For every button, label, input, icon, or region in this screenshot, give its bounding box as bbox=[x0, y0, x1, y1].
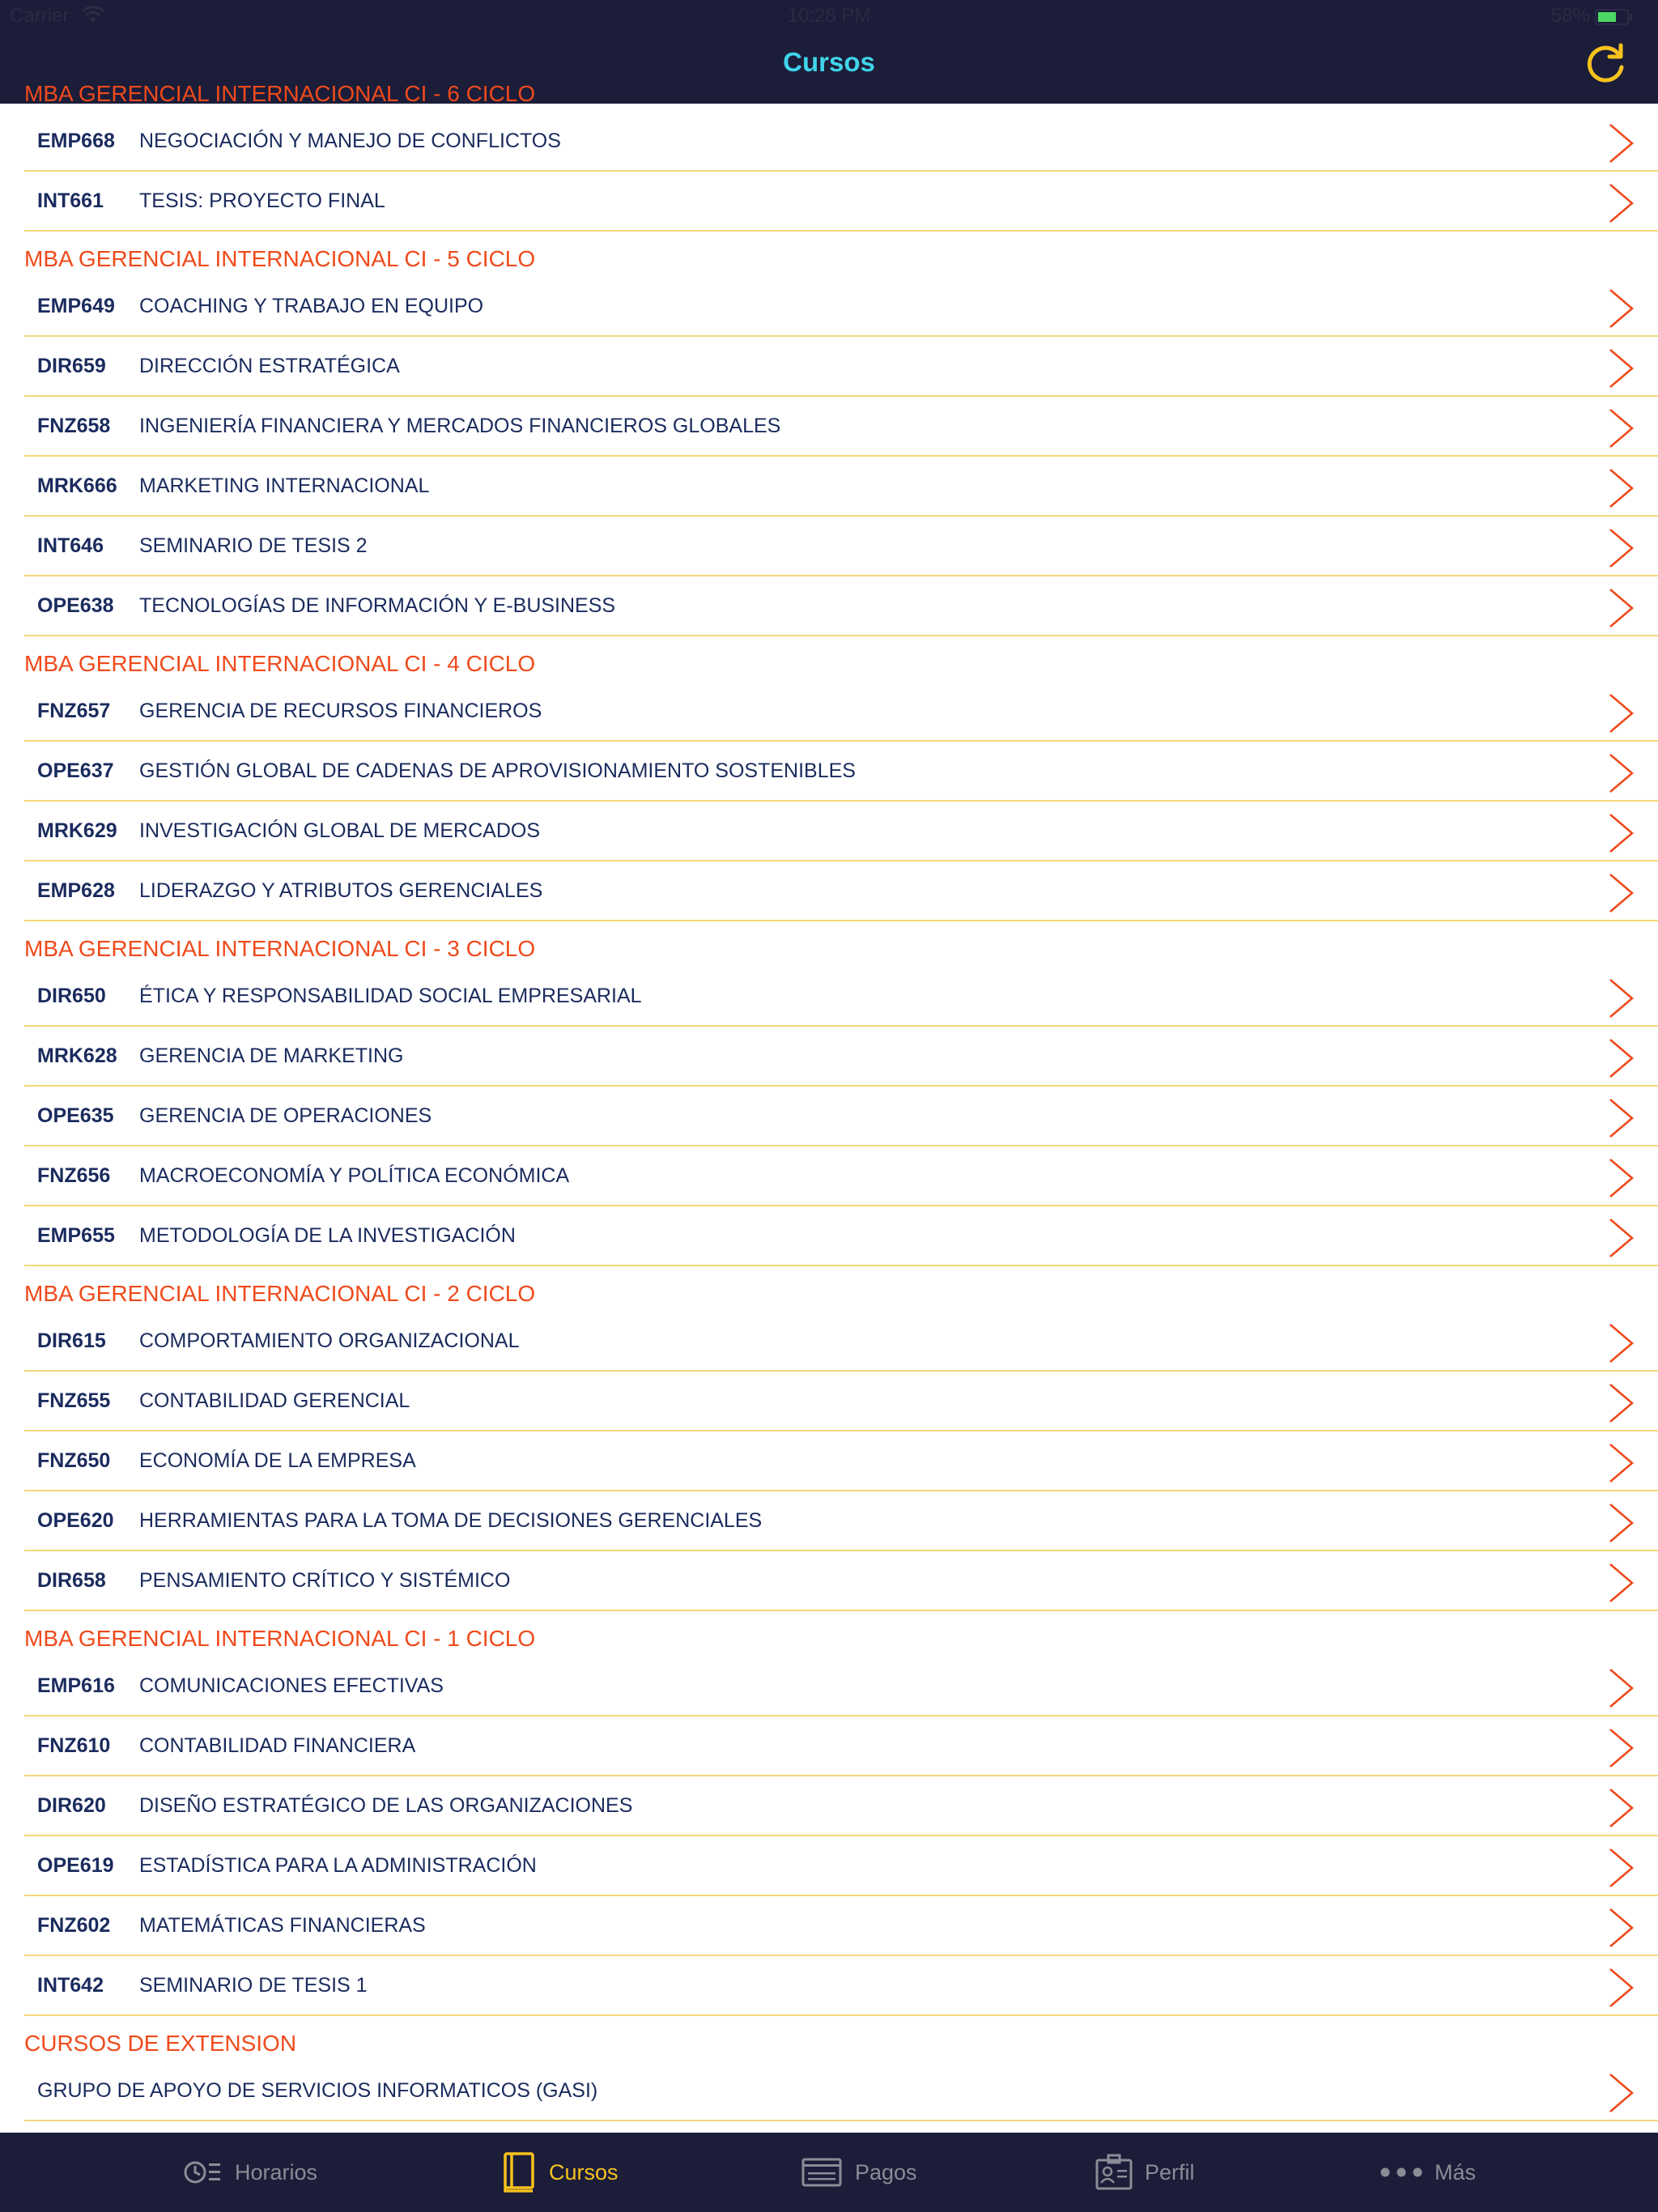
course-name: LIDERAZGO Y ATRIBUTOS GERENCIALES bbox=[139, 879, 543, 902]
chevron-right-icon bbox=[1608, 408, 1635, 449]
chevron-right-icon bbox=[1608, 1218, 1635, 1258]
tab-perfil[interactable] bbox=[1095, 2133, 1195, 2212]
course-name: COACHING Y TRABAJO EN EQUIPO bbox=[139, 295, 484, 317]
course-code: OPE620 bbox=[37, 1509, 114, 1532]
section-header: MBA GERENCIAL INTERNACIONAL CI - 4 CICLO bbox=[24, 651, 536, 676]
tab-label: Pagos bbox=[855, 2159, 917, 2184]
chevron-right-icon bbox=[1608, 468, 1635, 508]
section-header: CURSOS DE EXTENSION bbox=[24, 2031, 297, 2056]
course-name: GRUPO DE APOYO DE SERVICIOS INFORMATICOS (GASI) bbox=[37, 2079, 598, 2102]
tab-horarios[interactable] bbox=[183, 2133, 317, 2212]
course-name: NEGOCIACIÓN Y MANEJO DE CONFLICTOS bbox=[139, 130, 561, 152]
course-row[interactable] bbox=[24, 1146, 1658, 1206]
chevron-right-icon bbox=[1608, 1967, 1635, 2008]
receipt-icon bbox=[801, 2156, 844, 2189]
chevron-right-icon bbox=[1608, 1098, 1635, 1138]
course-row[interactable] bbox=[24, 1716, 1658, 1776]
course-name: MACROECONOMÍA Y POLÍTICA ECONÓMICA bbox=[139, 1164, 570, 1187]
section-header: MBA GERENCIAL INTERNACIONAL CI - 3 CICLO bbox=[24, 936, 536, 961]
course-code: FNZ658 bbox=[37, 415, 111, 437]
course-row[interactable] bbox=[24, 1896, 1658, 1956]
course-row[interactable] bbox=[24, 1776, 1658, 1836]
chevron-right-icon bbox=[1608, 1038, 1635, 1078]
course-name: MARKETING INTERNACIONAL bbox=[139, 474, 430, 497]
chevron-right-icon bbox=[1608, 348, 1635, 389]
course-code: FNZ610 bbox=[37, 1734, 111, 1757]
tab-bar bbox=[0, 2133, 1658, 2212]
chevron-right-icon bbox=[1608, 1383, 1635, 1423]
course-name: CONTABILIDAD GERENCIAL bbox=[139, 1389, 410, 1412]
course-code: OPE635 bbox=[37, 1104, 114, 1127]
course-name: GERENCIA DE RECURSOS FINANCIEROS bbox=[139, 700, 542, 722]
course-code: EMP628 bbox=[37, 879, 115, 902]
chevron-right-icon bbox=[1608, 1668, 1635, 1708]
chevron-right-icon bbox=[1608, 1563, 1635, 1603]
course-name: SEMINARIO DE TESIS 1 bbox=[139, 1974, 368, 1997]
course-code: FNZ655 bbox=[37, 1389, 111, 1412]
section-header: MBA GERENCIAL INTERNACIONAL CI - 1 CICLO bbox=[24, 1626, 536, 1651]
course-row[interactable] bbox=[24, 1206, 1658, 1266]
course-code: OPE619 bbox=[37, 1854, 114, 1877]
course-code: DIR620 bbox=[37, 1794, 106, 1817]
course-name: GERENCIA DE OPERACIONES bbox=[139, 1104, 432, 1127]
course-code: OPE637 bbox=[37, 759, 114, 782]
course-name: ESTADÍSTICA PARA LA ADMINISTRACIÓN bbox=[139, 1854, 537, 1877]
course-row[interactable] bbox=[24, 576, 1658, 636]
chevron-right-icon bbox=[1608, 528, 1635, 568]
course-row[interactable] bbox=[24, 1551, 1658, 1611]
course-row[interactable] bbox=[24, 277, 1658, 337]
course-code: EMP668 bbox=[37, 130, 115, 152]
status-bar bbox=[0, 0, 1658, 32]
chevron-right-icon bbox=[1608, 1443, 1635, 1483]
battery-icon bbox=[1595, 8, 1634, 31]
course-name: GERENCIA DE MARKETING bbox=[139, 1044, 404, 1067]
course-name: HERRAMIENTAS PARA LA TOMA DE DECISIONES GERENCIALES bbox=[139, 1509, 763, 1532]
course-code: FNZ656 bbox=[37, 1164, 111, 1187]
course-row[interactable] bbox=[24, 682, 1658, 742]
course-list[interactable] bbox=[0, 81, 1658, 2133]
course-row[interactable] bbox=[24, 517, 1658, 576]
course-row[interactable] bbox=[24, 172, 1658, 232]
course-code: OPE638 bbox=[37, 594, 114, 617]
chevron-right-icon bbox=[1608, 813, 1635, 853]
clock-list-icon bbox=[183, 2156, 223, 2189]
tab-mas[interactable] bbox=[1380, 2133, 1476, 2212]
course-name: GESTIÓN GLOBAL DE CADENAS DE APROVISIONAMIENTO SOSTENIBLES bbox=[139, 759, 856, 782]
course-name: INGENIERÍA FINANCIERA Y MERCADOS FINANCIEROS GLOBALES bbox=[139, 415, 781, 437]
course-name: COMPORTAMIENTO ORGANIZACIONAL bbox=[139, 1329, 520, 1352]
chevron-right-icon bbox=[1608, 753, 1635, 793]
course-name: PENSAMIENTO CRÍTICO Y SISTÉMICO bbox=[139, 1569, 511, 1592]
course-row[interactable] bbox=[24, 967, 1658, 1027]
course-code: DIR615 bbox=[37, 1329, 106, 1352]
course-name: ECONOMÍA DE LA EMPRESA bbox=[139, 1449, 416, 1472]
course-list-content bbox=[0, 66, 1658, 2121]
course-code: DIR659 bbox=[37, 355, 106, 377]
course-row[interactable] bbox=[24, 457, 1658, 517]
course-code: INT646 bbox=[37, 534, 104, 557]
chevron-right-icon bbox=[1608, 1728, 1635, 1768]
course-name: DISEÑO ESTRATÉGICO DE LAS ORGANIZACIONES bbox=[139, 1794, 633, 1817]
course-code: EMP649 bbox=[37, 295, 115, 317]
chevron-right-icon bbox=[1608, 693, 1635, 734]
course-code: EMP616 bbox=[37, 1674, 115, 1697]
chevron-right-icon bbox=[1608, 1158, 1635, 1198]
course-row[interactable] bbox=[24, 397, 1658, 457]
carrier-label: Carrier bbox=[10, 5, 70, 27]
chevron-right-icon bbox=[1608, 288, 1635, 329]
course-code: MRK628 bbox=[37, 1044, 117, 1067]
course-row[interactable] bbox=[24, 337, 1658, 397]
course-code: INT642 bbox=[37, 1974, 104, 1997]
status-time: 10:28 PM bbox=[787, 5, 871, 27]
course-name: MATEMÁTICAS FINANCIERAS bbox=[139, 1914, 426, 1937]
course-name: CONTABILIDAD FINANCIERA bbox=[139, 1734, 416, 1757]
course-row[interactable] bbox=[24, 861, 1658, 921]
course-name: SEMINARIO DE TESIS 2 bbox=[139, 534, 368, 557]
chevron-right-icon bbox=[1608, 978, 1635, 1019]
course-row[interactable] bbox=[24, 1087, 1658, 1146]
chevron-right-icon bbox=[1608, 183, 1635, 223]
course-name: COMUNICACIONES EFECTIVAS bbox=[139, 1674, 444, 1697]
course-row[interactable] bbox=[24, 1956, 1658, 2016]
course-row[interactable] bbox=[24, 1372, 1658, 1431]
course-name: METODOLOGÍA DE LA INVESTIGACIÓN bbox=[139, 1224, 516, 1247]
chevron-right-icon bbox=[1608, 1848, 1635, 1888]
course-name: ÉTICA Y RESPONSABILIDAD SOCIAL EMPRESARIAL bbox=[139, 985, 642, 1007]
chevron-right-icon bbox=[1608, 1323, 1635, 1363]
course-code: DIR658 bbox=[37, 1569, 106, 1592]
more-dots-icon bbox=[1380, 2166, 1423, 2179]
course-code: INT661 bbox=[37, 189, 104, 212]
course-row[interactable] bbox=[24, 1657, 1658, 1716]
course-code: DIR650 bbox=[37, 985, 106, 1007]
course-row[interactable] bbox=[24, 112, 1658, 172]
course-code: MRK666 bbox=[37, 474, 117, 497]
chevron-right-icon bbox=[1608, 1908, 1635, 1948]
chevron-right-icon bbox=[1608, 1788, 1635, 1828]
course-code: MRK629 bbox=[37, 819, 117, 842]
course-code: EMP655 bbox=[37, 1224, 115, 1247]
chevron-right-icon bbox=[1608, 1503, 1635, 1543]
course-row[interactable] bbox=[24, 1491, 1658, 1551]
badge-icon bbox=[1095, 2154, 1133, 2191]
course-name: TESIS: PROYECTO FINAL bbox=[139, 189, 385, 212]
course-row[interactable] bbox=[24, 1312, 1658, 1372]
course-code: FNZ650 bbox=[37, 1449, 111, 1472]
section-header: MBA GERENCIAL INTERNACIONAL CI - 5 CICLO bbox=[24, 246, 536, 271]
tab-label: Cursos bbox=[549, 2159, 619, 2184]
book-icon bbox=[502, 2151, 538, 2193]
course-code: FNZ602 bbox=[37, 1914, 111, 1937]
battery-percent: 58% bbox=[1550, 5, 1590, 27]
tab-label: Perfil bbox=[1145, 2159, 1195, 2184]
course-row[interactable] bbox=[24, 1027, 1658, 1087]
course-row[interactable] bbox=[24, 802, 1658, 861]
tab-cursos[interactable] bbox=[502, 2133, 619, 2212]
course-name: INVESTIGACIÓN GLOBAL DE MERCADOS bbox=[139, 819, 541, 842]
tab-pagos[interactable] bbox=[801, 2133, 917, 2212]
page-title: Cursos bbox=[783, 47, 875, 77]
section-header: MBA GERENCIAL INTERNACIONAL CI - 2 CICLO bbox=[24, 1281, 536, 1306]
section-header: MBA GERENCIAL INTERNACIONAL CI - 6 CICLO bbox=[24, 81, 536, 106]
tab-label: Horarios bbox=[235, 2159, 318, 2184]
course-row[interactable] bbox=[24, 742, 1658, 802]
course-row[interactable] bbox=[24, 2061, 1658, 2121]
chevron-right-icon bbox=[1608, 588, 1635, 628]
chevron-right-icon bbox=[1608, 123, 1635, 164]
course-name: TECNOLOGÍAS DE INFORMACIÓN Y E-BUSINESS bbox=[139, 594, 616, 617]
course-name: DIRECCIÓN ESTRATÉGICA bbox=[139, 355, 400, 377]
chevron-right-icon bbox=[1608, 873, 1635, 913]
tab-label: Más bbox=[1435, 2159, 1477, 2184]
course-row[interactable] bbox=[24, 1431, 1658, 1491]
course-code: FNZ657 bbox=[37, 700, 111, 722]
chevron-right-icon bbox=[1608, 2073, 1635, 2113]
course-row[interactable] bbox=[24, 1836, 1658, 1896]
